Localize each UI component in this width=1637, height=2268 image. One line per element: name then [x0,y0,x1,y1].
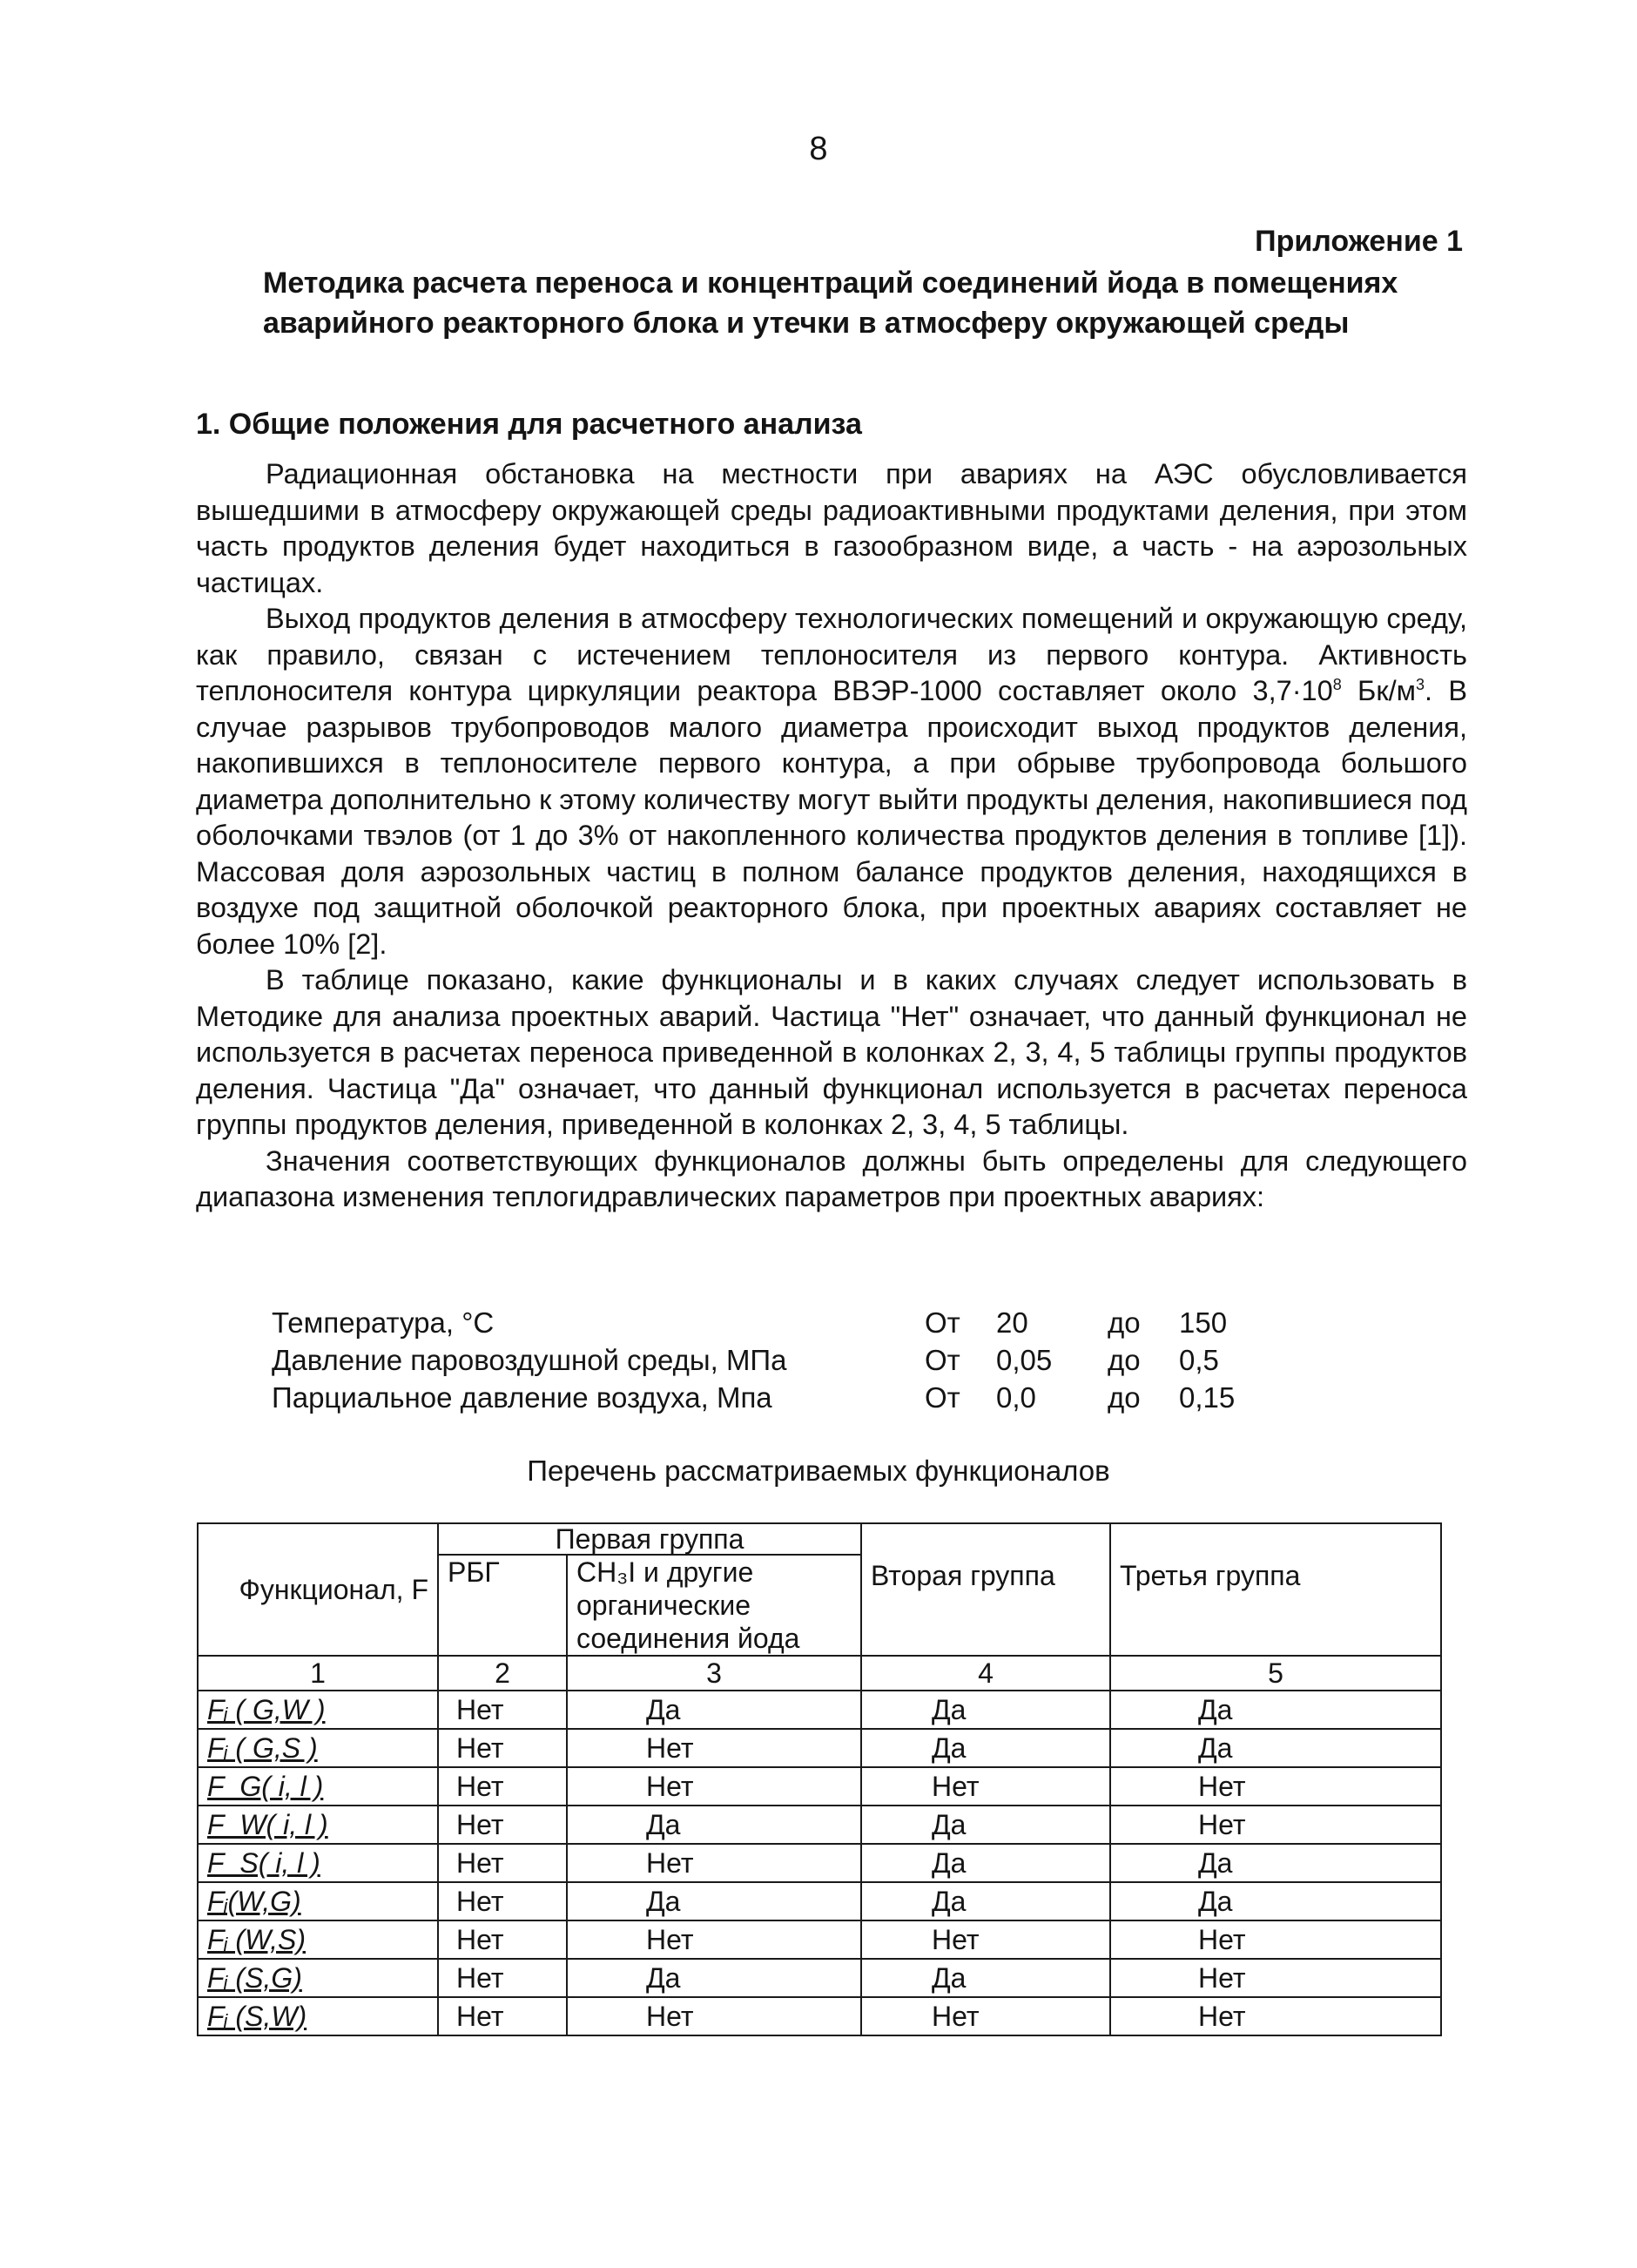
from-value: 0,05 [996,1344,1053,1376]
parameter-row [272,1344,1235,1381]
cell-group-2: Да [861,1882,1110,1920]
appendix-label: Приложение 1 [1255,225,1463,258]
cell-group-3: Нет [1110,1767,1441,1806]
paragraph-3: В таблице показано, какие функционалы и в каких случаях следует использовать в Методике для анализа проектных аварий. Частица "Нет" означает, что данный функционал не используется в расчетах переноса приведенной в колонках 2, 3, 4, 5 таблицы группы продуктов деления. Частица "Да" означает, что данный функционал используется в расчетах переноса группы продуктов деления, приведенной в колонках 2, 3, 4, 5 таблицы. [196,964,1467,1140]
cell-ch3i: Да [567,1882,861,1920]
functional-name: F_W( i, l ) [198,1806,438,1844]
cell-group-3: Да [1110,1882,1441,1920]
cell-ch3i: Да [567,1959,861,1997]
functional-name: F_S( i, l ) [198,1844,438,1882]
cell-rbg: Нет [438,1767,567,1806]
cell-group-2: Нет [861,1767,1110,1806]
from-label: От [925,1344,960,1376]
table-row [198,1729,1441,1767]
cell-group-2: Да [861,1844,1110,1882]
cell-rbg: Нет [438,1920,567,1959]
functional-name: Fᵢ ( G,S ) [198,1729,438,1767]
functional-name: Fᵢ(W,G) [198,1882,438,1920]
header-ch3i: CH₃I и другие органические соединения йода [567,1555,861,1656]
cell-ch3i: Нет [567,1729,861,1767]
parameter-range-table [272,1306,1235,1419]
cell-ch3i: Нет [567,1767,861,1806]
exponent-3: 3 [1415,676,1425,694]
parameter-name: Парциальное давление воздуха, Мпа [272,1381,772,1414]
cell-group-3: Нет [1110,1997,1441,2035]
cell-rbg: Нет [438,1997,567,2035]
cell-rbg: Нет [438,1691,567,1729]
header-group-3: Третья группа [1110,1523,1441,1656]
cell-rbg: Нет [438,1729,567,1767]
paragraph-2 [196,601,1467,962]
section-heading: 1. Общие положения для расчетного анализа [196,408,862,441]
paragraph-2-text-b: Бк/м [1341,675,1416,706]
cell-group-3: Да [1110,1844,1441,1882]
cell-rbg: Нет [438,1844,567,1882]
cell-group-2: Нет [861,1920,1110,1959]
cell-group-3: Нет [1110,1959,1441,1997]
body-text [196,456,1467,1216]
cell-rbg: Нет [438,1959,567,1997]
to-label: до [1108,1381,1141,1414]
from-value: 20 [996,1306,1028,1339]
column-number: 3 [567,1656,861,1691]
table-row [198,1844,1441,1882]
parameter-name: Температура, °С [272,1306,495,1339]
cell-group-3: Нет [1110,1920,1441,1959]
column-number-row [198,1656,1441,1691]
paragraph-1: Радиационная обстановка на местности при авариях на АЭС обусловливается вышедшими в атмосферу окружающей среды радиоактивными продуктами деления, при этом часть продуктов деления будет находиться в газообразном виде, а часть - на аэрозольных частицах. [196,458,1467,598]
to-value: 150 [1179,1306,1228,1339]
page-number: 8 [809,131,828,167]
paragraph-4: Значения соответствующих функционалов должны быть определены для следующего диапазона изменения теплогидравлических параметров при проектных авариях: [196,1144,1467,1212]
header-row [198,1523,1441,1555]
functional-name: Fᵢ (W,S) [198,1920,438,1959]
functional-name: Fᵢ (S,G) [198,1959,438,1997]
to-label: до [1108,1306,1141,1339]
table-row [198,1882,1441,1920]
cell-group-3: Да [1110,1729,1441,1767]
paragraph-2-text-c: . В случае разрывов трубопроводов малого диаметра происходит выход продуктов деления, накопившихся в теплоносителе первого контура, а при обрыве трубопровода большого диаметра дополнительно к этому количеству могут выйти продукты деления, накопившиеся под оболочками твэлов (от 1 до 3% от накопленного количества продуктов деления в топливе [1]). Массовая доля аэрозольных частиц в полном балансе продуктов деления, находящихся в воздухе под защитной оболочкой реакторного блока, при проектных авариях составляет не более 10% [2]. [196,675,1467,960]
table-caption: Перечень рассматриваемых функционалов [527,1455,1110,1487]
cell-ch3i: Нет [567,1844,861,1882]
header-group-1: Первая группа [438,1523,861,1555]
cell-group-2: Да [861,1729,1110,1767]
column-number: 1 [198,1656,438,1691]
cell-group-2: Да [861,1959,1110,1997]
parameter-name: Давление паровоздушной среды, МПа [272,1344,787,1376]
to-label: до [1108,1344,1141,1376]
header-functional: Функционал, F [198,1523,438,1656]
cell-rbg: Нет [438,1806,567,1844]
paragraph-2-text-a: Выход продуктов деления в атмосферу технологических помещений и окружающую среду, как правило, связан с истечением теплоносителя из первого контура. Активность теплоносителя контура циркуляции реактора ВВЭР-1000 составляет около 3,7·10 [196,603,1467,706]
functional-name: Fᵢ ( G,W ) [198,1691,438,1729]
cell-rbg: Нет [438,1882,567,1920]
column-number: 4 [861,1656,1110,1691]
cell-ch3i: Нет [567,1997,861,2035]
from-label: От [925,1381,960,1414]
from-label: От [925,1306,960,1339]
table-row [198,1959,1441,1997]
column-number: 2 [438,1656,567,1691]
cell-group-2: Да [861,1806,1110,1844]
functional-name: F_G( i, l ) [198,1767,438,1806]
to-value: 0,15 [1179,1381,1236,1414]
exponent-8: 8 [1332,676,1342,694]
to-value: 0,5 [1179,1344,1219,1376]
cell-group-2: Нет [861,1997,1110,2035]
table-row [198,1920,1441,1959]
table-row [198,1691,1441,1729]
table-row [198,1806,1441,1844]
from-value: 0,0 [996,1381,1036,1414]
cell-ch3i: Нет [567,1920,861,1959]
cell-ch3i: Да [567,1691,861,1729]
parameter-row [272,1381,1235,1419]
column-number: 5 [1110,1656,1441,1691]
functionals-table [197,1522,1442,2036]
header-group-2: Вторая группа [861,1523,1110,1656]
functional-name: Fᵢ (S,W) [198,1997,438,2035]
header-rbg: РБГ [438,1555,567,1656]
table-row [198,1767,1441,1806]
table-row [198,1997,1441,2035]
cell-group-3: Нет [1110,1806,1441,1844]
cell-group-2: Да [861,1691,1110,1729]
appendix-title: Методика расчета переноса и концентраций соединений йода в помещениях аварийного реакторного блока и утечки в атмосферу окружающей среды [263,267,1398,340]
parameter-row [272,1306,1235,1344]
cell-group-3: Да [1110,1691,1441,1729]
cell-ch3i: Да [567,1806,861,1844]
